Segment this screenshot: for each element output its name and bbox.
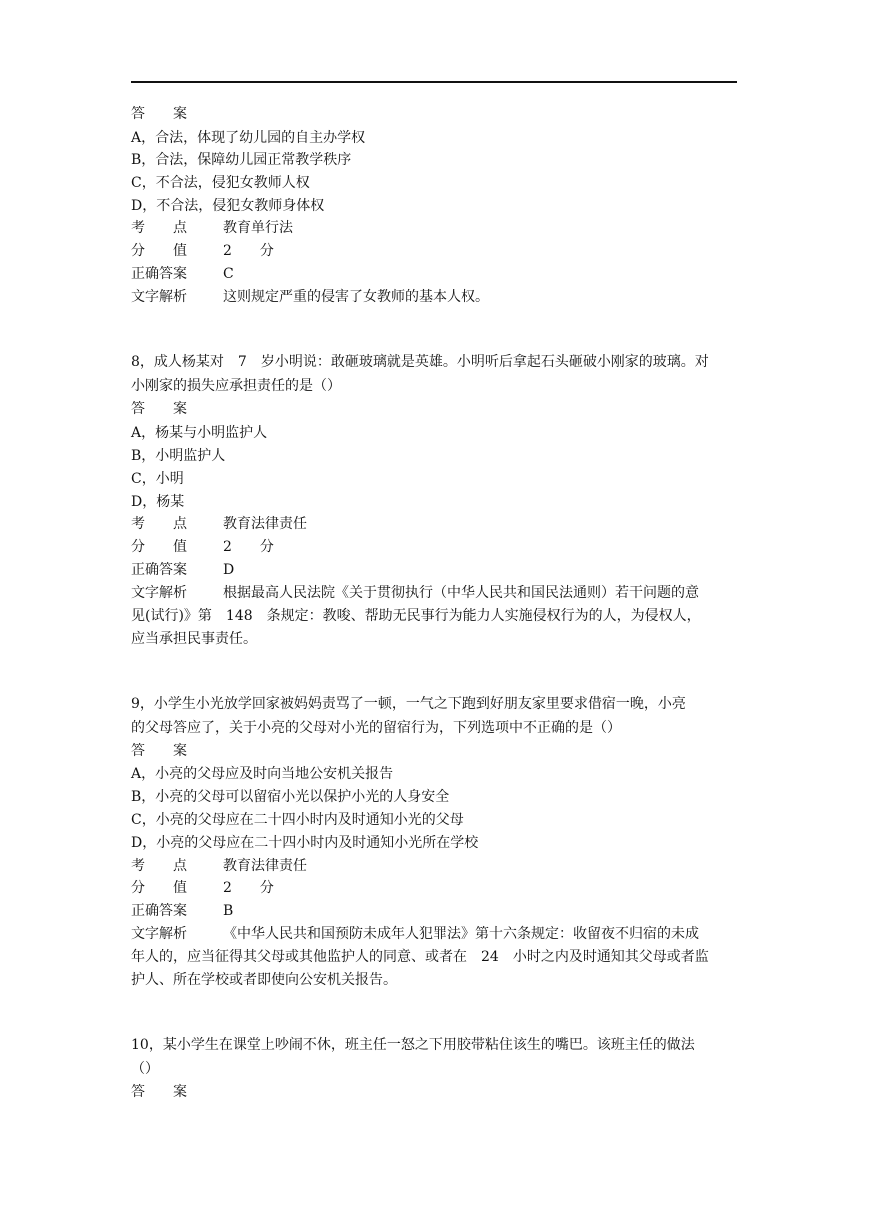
q10-answer-label: 答 案 — [131, 1084, 187, 1100]
q7-option-d: D，不合法，侵犯女教师身体权 — [131, 198, 325, 214]
q7-score-row — [131, 241, 274, 261]
q7-analysis-row — [131, 287, 489, 307]
q9-analysis-row — [131, 924, 699, 944]
header-rule — [131, 81, 737, 83]
q9-question-line-2: 的父母答应了，关于小亮的父母对小光的留宿行为，下列选项中不正确的是（） — [131, 720, 621, 736]
q8-point-row — [131, 514, 307, 534]
q10-question-line-2: （） — [131, 1061, 159, 1077]
q8-correct-value: D — [223, 562, 235, 578]
q7-correct-label: 正确答案 — [131, 266, 187, 282]
q9-score-row — [131, 878, 274, 898]
q9-correct-row — [131, 901, 233, 921]
q8-question-line-2: 小刚家的损失应承担责任的是（） — [131, 378, 341, 394]
q8-correct-row — [131, 560, 234, 580]
q7-option-a: A，合法，体现了幼儿园的自主办学权 — [131, 130, 366, 146]
q7-correct-value: C — [223, 266, 234, 282]
q8-analysis-line-2: 见(试行)》第 148 条规定：教唆、帮助无民事行为能力人实施侵权行为的人，为侵权人， — [131, 608, 701, 624]
q7-analysis-label: 文字解析 — [131, 289, 187, 305]
q7-point-row — [131, 218, 293, 238]
q7-answer-label: 答 案 — [131, 106, 187, 122]
q7-point-value: 教育单行法 — [223, 220, 293, 236]
q9-analysis-label: 文字解析 — [131, 926, 187, 942]
q7-option-b: B，合法，保障幼儿园正常教学秩序 — [131, 152, 352, 168]
q8-option-c: C，小明 — [131, 471, 184, 487]
q8-point-value: 教育法律责任 — [223, 516, 307, 532]
q8-answer-label: 答 案 — [131, 401, 187, 417]
q9-analysis-line-2: 年人的，应当征得其父母或其他监护人的同意、或者在 24 小时之内及时通知其父母或者监 — [131, 949, 709, 965]
q8-correct-label: 正确答案 — [131, 562, 187, 578]
q7-score-label: 分 值 — [131, 243, 187, 259]
q9-score-value: 2 分 — [223, 880, 274, 896]
q9-answer-label: 答 案 — [131, 743, 187, 759]
q9-option-b: B，小亮的父母可以留宿小光以保护小光的人身安全 — [131, 789, 450, 805]
q9-analysis-line-3: 护人、所在学校或者即使向公安机关报告。 — [131, 972, 397, 988]
q8-option-d: D，杨某 — [131, 494, 185, 510]
q9-option-d: D，小亮的父母应在二十四小时内及时通知小光所在学校 — [131, 835, 479, 851]
q8-question-line-1: 8，成人杨某对 7 岁小明说：敢砸玻璃就是英雄。小明听后拿起石头砸破小刚家的玻璃。对 — [131, 354, 709, 370]
q7-score-value: 2 分 — [223, 243, 274, 259]
q8-score-label: 分 值 — [131, 539, 187, 555]
q8-score-row — [131, 537, 274, 557]
q9-correct-label: 正确答案 — [131, 903, 187, 919]
q9-option-a: A，小亮的父母应及时向当地公安机关报告 — [131, 766, 394, 782]
q9-option-c: C，小亮的父母应在二十四小时内及时通知小光的父母 — [131, 812, 464, 828]
q9-question-line-1: 9，小学生小光放学回家被妈妈责骂了一顿，一气之下跑到好朋友家里要求借宿一晚，小亮 — [131, 696, 686, 712]
q8-analysis-row — [131, 583, 699, 603]
q8-analysis-label: 文字解析 — [131, 585, 187, 601]
q9-correct-value: B — [223, 903, 234, 919]
q8-analysis-line-1: 根据最高人民法院《关于贯彻执行（中华人民共和国民法通则）若干问题的意 — [223, 585, 699, 601]
q9-point-value: 教育法律责任 — [223, 858, 307, 874]
q8-analysis-line-3: 应当承担民事责任。 — [131, 631, 257, 647]
q8-score-value: 2 分 — [223, 539, 274, 555]
q9-score-label: 分 值 — [131, 880, 187, 896]
q7-correct-row — [131, 264, 234, 284]
q9-analysis-line-1: 《中华人民共和国预防未成年人犯罪法》第十六条规定：收留夜不归宿的未成 — [223, 926, 699, 942]
q8-option-a: A，杨某与小明监护人 — [131, 425, 268, 441]
q7-option-c: C，不合法，侵犯女教师人权 — [131, 175, 310, 191]
q8-point-label: 考 点 — [131, 516, 187, 532]
q7-point-label: 考 点 — [131, 220, 187, 236]
q10-question-line-1: 10，某小学生在课堂上吵闹不休，班主任一怒之下用胶带粘住该生的嘴巴。该班主任的做法 — [131, 1037, 695, 1053]
q8-option-b: B，小明监护人 — [131, 448, 226, 464]
q7-analysis-line-1: 这则规定严重的侵害了女教师的基本人权。 — [223, 289, 489, 305]
q9-point-label: 考 点 — [131, 858, 187, 874]
q9-point-row — [131, 856, 307, 876]
